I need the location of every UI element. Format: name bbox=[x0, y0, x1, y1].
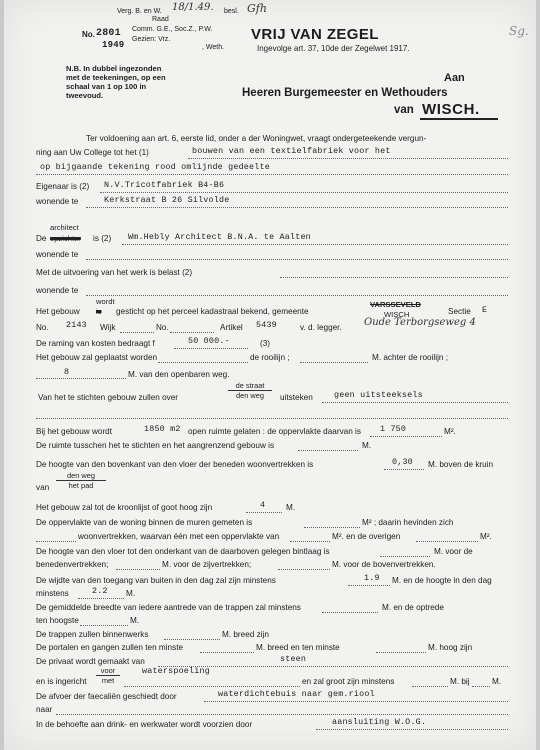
comm-label: Comm. G.E., Soc.Z., P.W. bbox=[132, 26, 213, 33]
document-subtitle: Ingevolge art. 37, 10de der Zegelwet 1917. bbox=[257, 44, 410, 53]
afvoer-label: De afvoer der faecaliën geschiedt door bbox=[36, 692, 177, 701]
architect-over: architect bbox=[50, 223, 79, 232]
dotline bbox=[36, 378, 126, 379]
dotline bbox=[204, 701, 508, 702]
year-value: 1949 bbox=[102, 40, 125, 50]
hoogte-vloer-value: 0,30 bbox=[392, 457, 413, 467]
dotline bbox=[120, 332, 154, 333]
dotline bbox=[376, 652, 426, 653]
dotline bbox=[164, 639, 220, 640]
perceel-no-value: 2143 bbox=[66, 320, 87, 330]
addressee-place: WISCH. bbox=[422, 101, 480, 118]
hoogte-vloer-label: De hoogte van den bovenkant van den vloer der beneden woonvertrekken is bbox=[36, 460, 314, 469]
dotline bbox=[300, 362, 368, 363]
de-label: De bbox=[36, 234, 47, 243]
addressee-line: Heeren Burgemeester en Wethouders bbox=[242, 87, 448, 99]
open-ruimte-label-2: open ruimte gelaten : de oppervlakte daarvan is bbox=[188, 427, 361, 436]
pad-bottom: het pad bbox=[68, 481, 94, 490]
opp-woning-label: De oppervlakte van de woning binnen de muren gemeten is bbox=[36, 518, 253, 527]
breed-minste-label: M. breed en ten minste bbox=[256, 643, 340, 652]
dotline bbox=[200, 652, 254, 653]
addressee-van: van bbox=[394, 104, 414, 116]
besl-label: besl. bbox=[224, 8, 239, 15]
nb-line-3: schaal van 1 op 100 in bbox=[66, 82, 147, 91]
hoog-zijn-label: M. hoog zijn bbox=[428, 643, 473, 652]
sectie-label: Sectie bbox=[448, 307, 471, 316]
openbaren-label: M. van den openbaren weg. bbox=[128, 370, 230, 379]
perceel-no-label: No. bbox=[36, 323, 49, 332]
dotline bbox=[86, 259, 508, 260]
privaat-value: steen bbox=[280, 654, 307, 664]
hoogte-onderkant-label: De hoogte van den vloer tot den onderkant van de daarboven gelegen bintlaag is bbox=[36, 547, 330, 556]
groot-m: M. bbox=[492, 677, 502, 686]
ingericht-label: en is ingericht bbox=[36, 677, 87, 686]
corner-scribble: Sg. bbox=[509, 24, 529, 38]
zijvertrekken-label: M. voor de zijvertrekken; bbox=[162, 560, 252, 569]
no-value: 2801 bbox=[96, 28, 121, 39]
kroonlijst-label: Het gebouw zal tot de kroonlijst of goot hoog zijn bbox=[36, 503, 213, 512]
intro-line-2: ning aan Uw College tot het (1) bbox=[36, 148, 149, 157]
dotline bbox=[298, 450, 358, 451]
m2-label: M². bbox=[444, 427, 456, 436]
dotline bbox=[78, 598, 124, 599]
dotline bbox=[322, 402, 508, 403]
straat-weg-stack bbox=[228, 381, 272, 400]
overigen-m2: M². bbox=[480, 532, 492, 541]
dotline bbox=[370, 436, 442, 437]
portalen-label: De portalen en gangen zullen ten minste bbox=[36, 643, 184, 652]
nb-line-1: N.B. In dubbel ingezonden bbox=[66, 64, 162, 73]
raming-value: 50 000.- bbox=[188, 336, 230, 346]
place-underline bbox=[420, 118, 498, 120]
minstens-value: 2.2 bbox=[92, 586, 108, 596]
dotline bbox=[56, 714, 508, 715]
rooilijn-label: de rooilijn ; bbox=[250, 353, 290, 362]
weg-pad-stack bbox=[56, 471, 106, 490]
dotline bbox=[472, 686, 490, 687]
geplaatst-label: Het gebouw zal geplaatst worden bbox=[36, 353, 158, 362]
minstens-label: minstens bbox=[36, 589, 69, 598]
dotline bbox=[316, 729, 508, 730]
voor-top: voor bbox=[100, 666, 116, 675]
dotline bbox=[412, 686, 448, 687]
minstens-m: M. bbox=[126, 589, 136, 598]
behoefte-label: In de behoefte aan drink- en werkwater wordt voorzien door bbox=[36, 720, 253, 729]
gemeente-value: WISCH bbox=[384, 310, 410, 319]
no-label: No. bbox=[82, 30, 95, 39]
ingericht-value: waterspoeling bbox=[142, 666, 210, 676]
legger-label: v. d. legger. bbox=[300, 323, 342, 332]
addressee-aan: Aan bbox=[444, 72, 465, 84]
ten-hoogste-label: ten hoogste bbox=[36, 616, 79, 625]
owner-value: N.V.Tricotfabriek B4-B6 bbox=[104, 180, 225, 190]
dotline bbox=[36, 541, 76, 542]
open-ruimte-value: 1850 m2 bbox=[144, 424, 181, 434]
legger-handwriting: Oude Terborgseweg 4 bbox=[364, 317, 476, 328]
gemiddelde-label: De gemiddelde breedte van iedere aantrede van de trappen zal minstens bbox=[36, 603, 301, 612]
dotline bbox=[416, 541, 478, 542]
dotline bbox=[86, 295, 508, 296]
hoogte-dag-label: M. en de hoogte in den dag bbox=[392, 576, 492, 585]
benedenvertrekken-label: benedenvertrekken; bbox=[36, 560, 109, 569]
breed-zijn-label: M. breed zijn bbox=[222, 630, 269, 639]
dotline bbox=[174, 348, 248, 349]
nb-line-4: tweevoud. bbox=[66, 91, 104, 100]
openbaren-value: 8 bbox=[64, 367, 70, 377]
gezien-label: Gezien: Vrz. bbox=[132, 36, 171, 43]
dotline bbox=[280, 277, 508, 278]
woonvertrekken-label: woonvertrekken, waarvan één met een oppervlakte van bbox=[78, 532, 280, 541]
raming-label: De raming van kosten bedraagt f bbox=[36, 339, 155, 348]
privaat-label: De privaat wordt gemaakt van bbox=[36, 657, 145, 666]
m-bij-label: M. bij bbox=[450, 677, 470, 686]
overigen-label: M². en de overigen bbox=[332, 532, 401, 541]
architect-struck: opzichter bbox=[50, 234, 81, 243]
kroonlijst-m: M. bbox=[286, 503, 296, 512]
weg-bottom: den weg bbox=[236, 391, 264, 400]
dotline bbox=[122, 244, 508, 245]
afvoer-value: waterdichtebuis naar gem.riool bbox=[218, 689, 375, 699]
dotline bbox=[278, 569, 330, 570]
optrede-label: M. en de optrede bbox=[382, 603, 444, 612]
daarin-label: M² ; daarin hevinden zich bbox=[362, 518, 454, 527]
ruimte-m: M. bbox=[362, 441, 372, 450]
wijk-label: Wijk bbox=[100, 323, 116, 332]
artikel-label: Artikel bbox=[220, 323, 243, 332]
straat-top: de straat bbox=[235, 381, 265, 390]
dotline bbox=[304, 527, 360, 528]
request-line-1: bouwen van een textielfabriek voor het bbox=[192, 146, 391, 156]
oppervlakte-value: 1 750 bbox=[380, 424, 407, 434]
voor-met-stack bbox=[96, 666, 120, 685]
dotline bbox=[246, 512, 282, 513]
achter-label: M. achter de rooilijn ; bbox=[372, 353, 448, 362]
intro-line-1: Ter voldoening aan art. 6, eerste lid, onder a der Woningwet, vraagt ondergeteekende vergun- bbox=[86, 134, 427, 143]
dotline bbox=[380, 556, 430, 557]
dotline bbox=[384, 469, 424, 470]
raming-note: (3) bbox=[260, 339, 271, 348]
gesticht-label: gesticht op het perceel kadastraal bekend, gemeente bbox=[116, 307, 309, 316]
gemeente-struck: VARSSEVELD bbox=[370, 300, 421, 309]
bovenvertrekken-label: M. voor de bovenvertrekken. bbox=[332, 560, 436, 569]
van-label: van bbox=[36, 483, 50, 492]
kroonlijst-value: 4 bbox=[260, 500, 266, 510]
uitsteken-label: uitsteken bbox=[280, 393, 313, 402]
dotline bbox=[36, 174, 508, 175]
dotline bbox=[158, 666, 508, 667]
architect-address-label: wonende te bbox=[36, 250, 79, 259]
contractor-address-label: wonende te bbox=[36, 286, 79, 295]
wordt-over: wordt bbox=[96, 297, 115, 306]
dotline bbox=[86, 207, 508, 208]
dotline bbox=[322, 612, 378, 613]
architect-value: Wm.Hebly Architect B.N.A. te Aalten bbox=[128, 232, 311, 242]
met-bottom: met bbox=[101, 676, 115, 685]
stichten-label: Van het te stichten gebouw zullen over bbox=[38, 393, 179, 402]
gebouw-label: Het gebouw bbox=[36, 307, 80, 316]
hoogte-onderkant-mvoor: M. voor de bbox=[434, 547, 473, 556]
trappen-label: De trappen zullen binnenwerks bbox=[36, 630, 149, 639]
behoefte-value: aansluiting W.O.G. bbox=[332, 717, 427, 727]
request-line-2: op bijgaande tekening rood omlijnde gedeelte bbox=[40, 162, 270, 172]
nb-line-2: met de teekeningen, op een bbox=[66, 73, 166, 82]
owner-label: Eigenaar is (2) bbox=[36, 182, 90, 191]
wijdte-value: 1.9 bbox=[364, 573, 380, 583]
open-ruimte-label: Bij het gebouw wordt bbox=[36, 427, 113, 436]
dotline bbox=[170, 332, 214, 333]
raad-label: Raad bbox=[152, 16, 169, 23]
wijdte-label: De wijdte van den toegang van buiten in den dag zal zijn minstens bbox=[36, 576, 276, 585]
dotline bbox=[188, 158, 508, 159]
wordt-struck: is bbox=[96, 307, 102, 316]
dotline bbox=[348, 585, 390, 586]
contractor-label: Met de uitvoering van het werk is belast (2) bbox=[36, 268, 193, 277]
uitsteken-value: geen uitsteeksels bbox=[334, 390, 423, 400]
architect-is: is (2) bbox=[93, 234, 112, 243]
dotline bbox=[80, 625, 128, 626]
ten-hoogste-m: M. bbox=[130, 616, 140, 625]
dotline bbox=[36, 418, 508, 419]
owner-address-value: Kerkstraat B 26 Silvolde bbox=[104, 195, 230, 205]
naar-label: naar bbox=[36, 705, 53, 714]
form-paper bbox=[4, 0, 536, 750]
dotline bbox=[124, 686, 300, 687]
weth-label: , Weth. bbox=[202, 44, 225, 51]
artikel-value: 5439 bbox=[256, 320, 277, 330]
verg-date: 18/1.49. bbox=[172, 2, 214, 13]
groot-label: en zal groot zijn minstens bbox=[302, 677, 395, 686]
owner-address-label: wonende te bbox=[36, 197, 79, 206]
weg-top: den weg bbox=[67, 471, 95, 480]
sectie-value: E bbox=[482, 305, 488, 315]
document-title: VRIJ VAN ZEGEL bbox=[251, 26, 379, 43]
dotline bbox=[158, 362, 248, 363]
dotline bbox=[100, 192, 508, 193]
dotline bbox=[116, 569, 160, 570]
besl-initials: Gfh bbox=[247, 2, 267, 15]
dotline bbox=[290, 541, 330, 542]
ruimte-tusschen-label: De ruimte tusschen het te stichten en het aangrenzend gebouw is bbox=[36, 441, 275, 450]
verg-label: Verg. B. en W. bbox=[117, 8, 162, 15]
hoogte-vloer-label-2: M. boven de kruin bbox=[428, 460, 494, 469]
no2-label: No. bbox=[156, 323, 169, 332]
